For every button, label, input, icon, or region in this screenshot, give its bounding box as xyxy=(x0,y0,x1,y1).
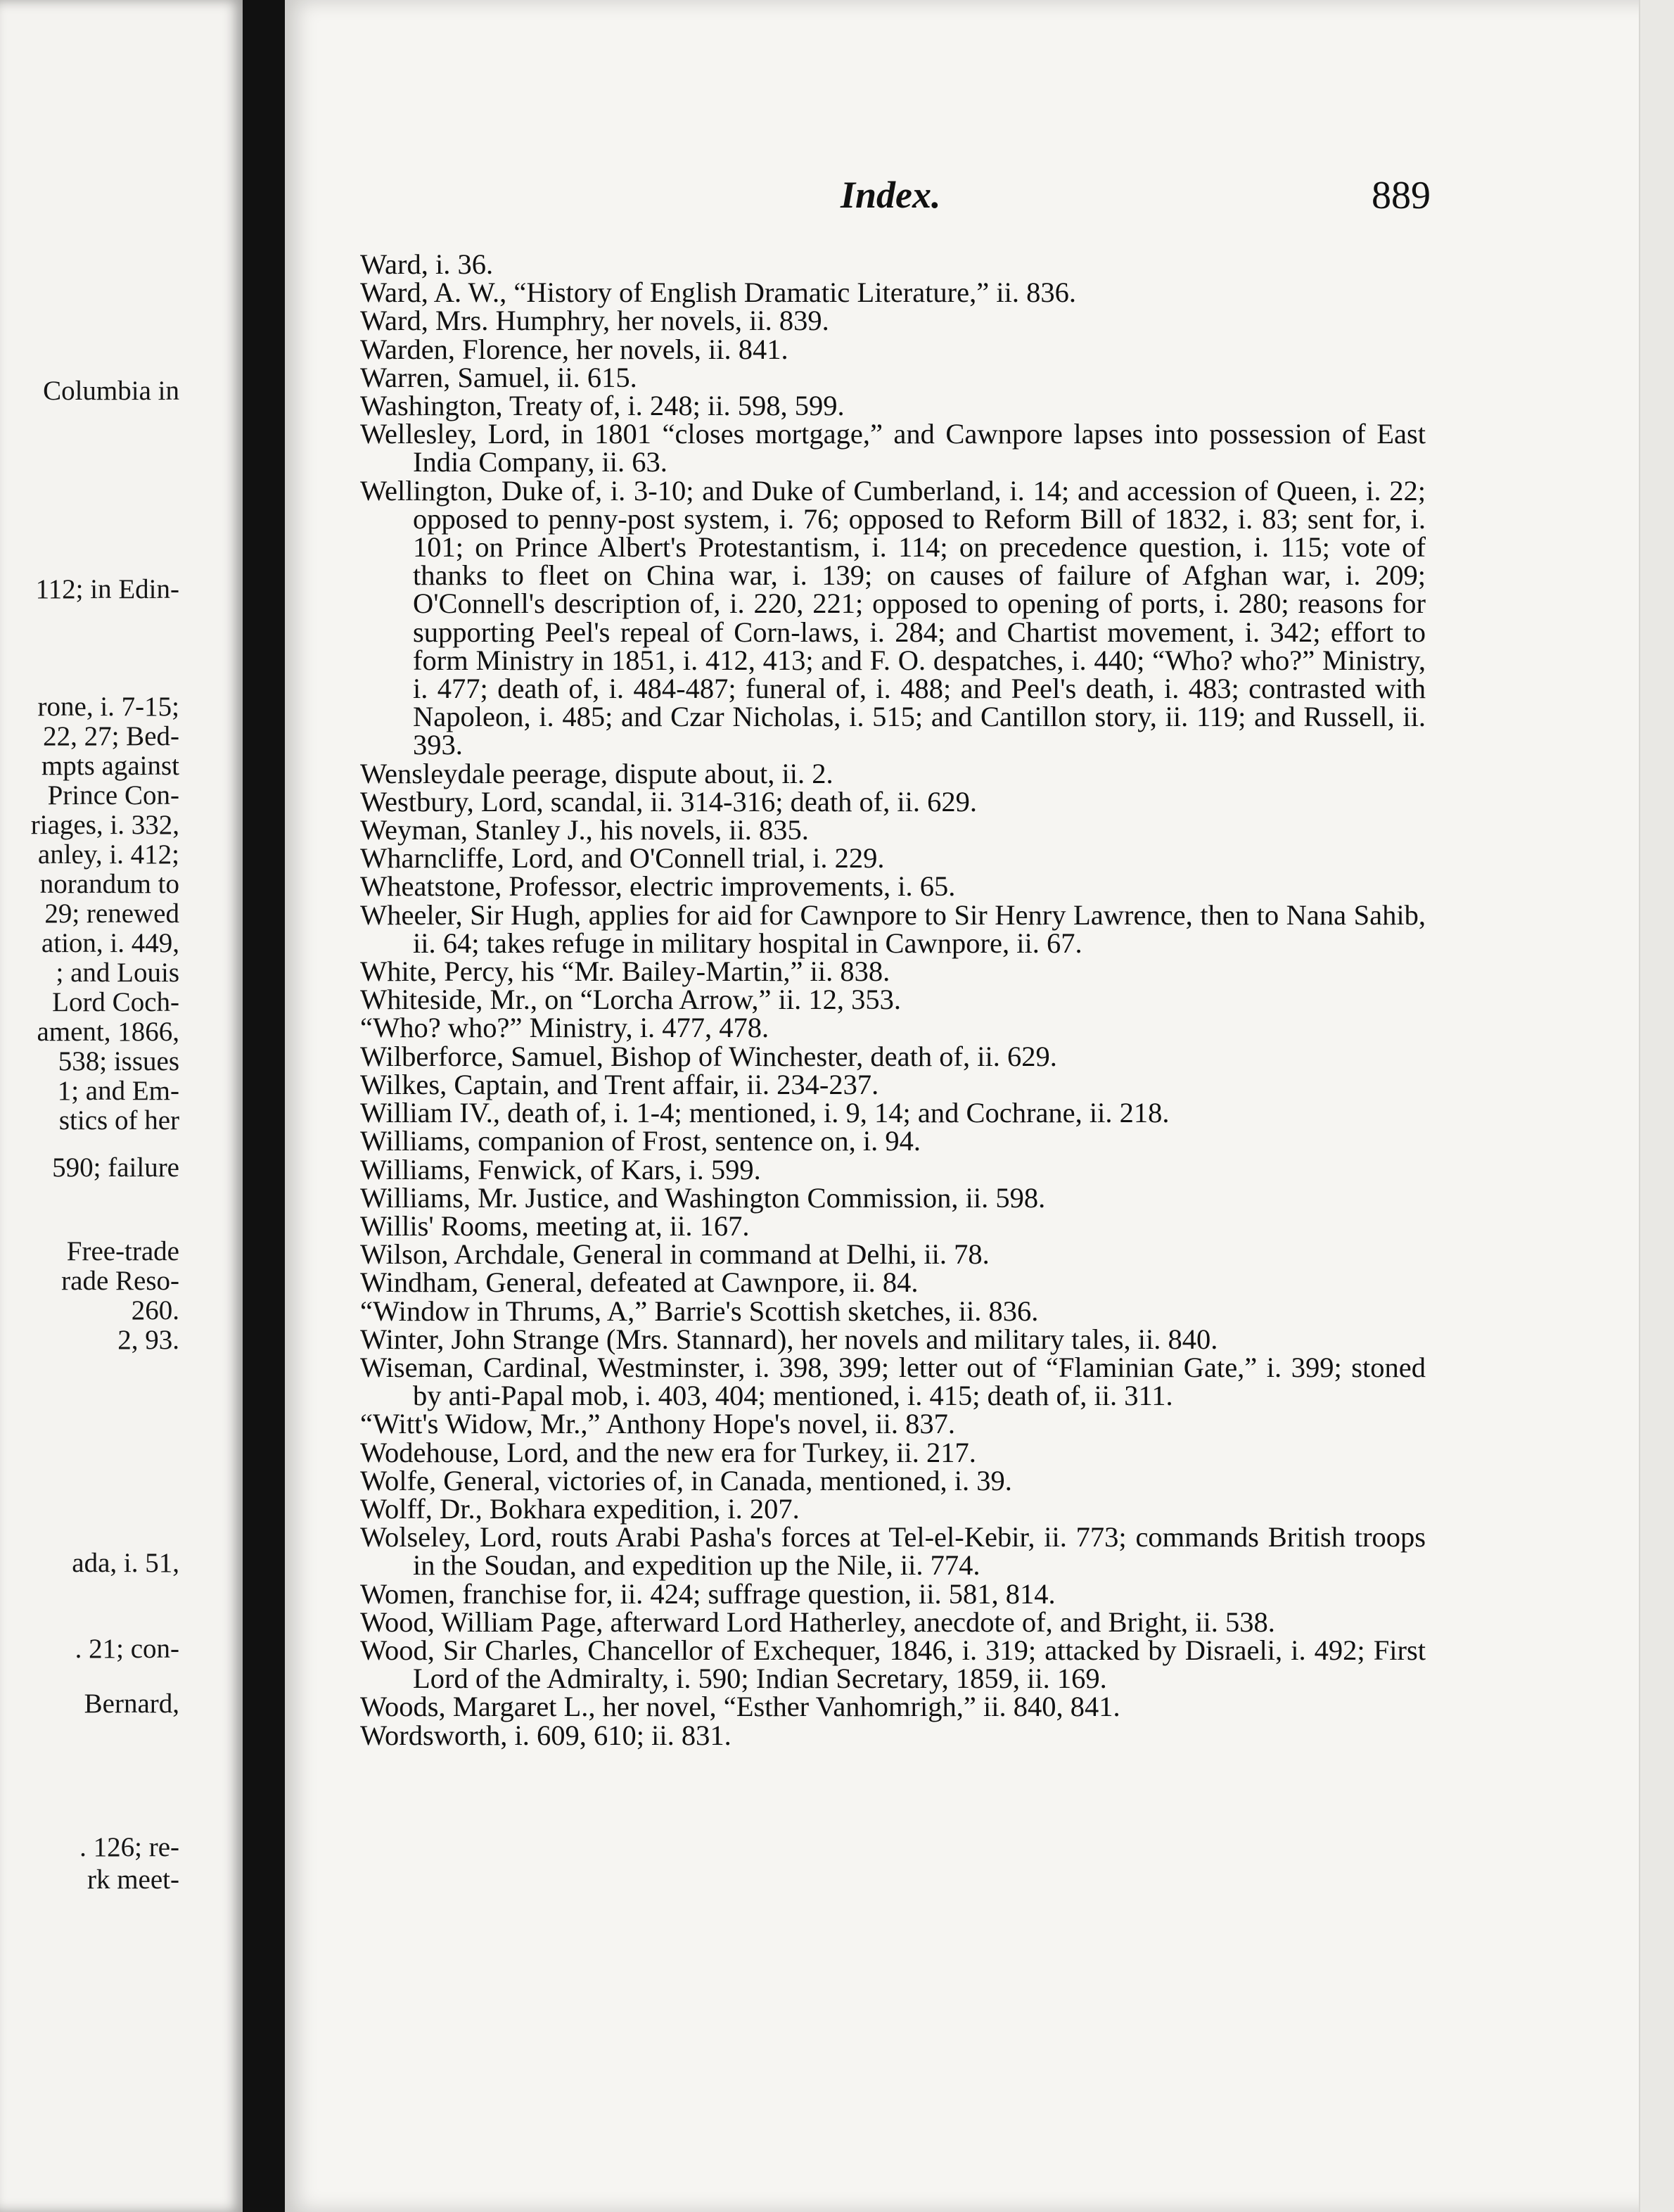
index-entry: Wensleydale peerage, dispute about, ii. 2. xyxy=(360,757,833,789)
left-page-fragment: 2, 93. xyxy=(117,1325,179,1355)
index-entry: Wolff, Dr., Bokhara expedition, i. 207. xyxy=(360,1492,800,1525)
index-entry: Wordsworth, i. 609, 610; ii. 831. xyxy=(360,1719,731,1751)
index-entry: Winter, John Strange (Mrs. Stannard), her novels and military tales, ii. 840. xyxy=(360,1323,1218,1355)
index-entry: Ward, A. W., “History of English Dramatic Literature,” ii. 836. xyxy=(360,276,1076,309)
left-page-fragment: 260. xyxy=(131,1295,179,1326)
left-page-fragment: Bernard, xyxy=(84,1689,179,1719)
index-entry: Wilson, Archdale, General in command at Delhi, ii. 78. xyxy=(360,1238,990,1271)
index-entry: Wood, William Page, afterward Lord Hatherley, anecdote of, and Bright, ii. 538. xyxy=(360,1606,1275,1638)
index-entry: Wolseley, Lord, routs Arabi Pasha's forces at Tel-el-Kebir, ii. 773; commands British troops in the Soudan, and expedition up the Nile, ii. 774. xyxy=(360,1521,1426,1582)
left-page-fragment: 22, 27; Bed- xyxy=(43,721,179,751)
index-entry: Washington, Treaty of, i. 248; ii. 598, 599. xyxy=(360,390,845,422)
index-entry: Warren, Samuel, ii. 615. xyxy=(360,361,637,393)
index-entry: Williams, Mr. Justice, and Washington Commission, ii. 598. xyxy=(360,1181,1046,1214)
left-page-fragment: rk meet- xyxy=(87,1864,179,1895)
left-page-fragment: stics of her xyxy=(58,1105,179,1136)
left-page-fragment: rade Reso- xyxy=(61,1266,179,1296)
index-entry: Wellington, Duke of, i. 3-10; and Duke of Cumberland, i. 14; and accession of Queen, i. 22; opposed to penny-post system, i. 76; opposed to Reform Bill of 1832, i. 83; sent for, i. 101; on Prince Albert's Protestantism, i. 114; on precedence question, i. 115; vote of thanks to fleet on China war, i. 139; on causes of failure of Afghan war, i. 209; O'Connell's description of, i. 220, 221; opposed to opening of ports, i. 280; reasons for supporting Peel's repeal of Corn-laws, i. 284; and Chartist movement, i. 342; effort to form Ministry in 1851, i. 412, 413; and F. O. despatches, i. 440; “Who? who?” Ministry, i. 477; death of, i. 484-487; funeral of, i. 488; and Peel's death, i. 483; contrasted with Napoleon, i. 485; and Czar Nicholas, i. 515; and Cantillon story, ii. 119; and Russell, ii. 393. xyxy=(360,474,1426,761)
index-entry: Wilberforce, Samuel, Bishop of Winchester, death of, ii. 629. xyxy=(360,1040,1057,1072)
index-entries xyxy=(360,250,1426,1750)
left-page-fragment: 112; in Edin- xyxy=(35,574,179,604)
index-entry: Wolfe, General, victories of, in Canada, mentioned, i. 39. xyxy=(360,1464,1012,1496)
page-edge xyxy=(1639,0,1674,2212)
left-page-fragment: . 126; re- xyxy=(79,1832,179,1862)
left-page-fragment: norandum to xyxy=(39,869,179,899)
index-entry: Westbury, Lord, scandal, ii. 314-316; death of, ii. 629. xyxy=(360,785,978,818)
index-entry: William IV., death of, i. 1-4; mentioned, i. 9, 14; and Cochrane, ii. 218. xyxy=(360,1097,1170,1129)
left-page-fragment: riages, i. 332, xyxy=(30,810,179,840)
index-entry: Windham, General, defeated at Cawnpore, ii. 84. xyxy=(360,1266,919,1299)
left-page-fragment: Columbia in xyxy=(43,376,179,406)
left-page-fragment: rone, i. 7-15; xyxy=(37,692,179,722)
left-page-fragment: ada, i. 51, xyxy=(72,1548,179,1578)
left-page-fragment: 29; renewed xyxy=(44,898,179,929)
index-entry: “Window in Thrums, A,” Barrie's Scottish sketches, ii. 836. xyxy=(360,1295,1039,1327)
index-entry: Ward, i. 36. xyxy=(360,248,494,280)
index-entry: Wellesley, Lord, in 1801 “closes mortgage,” and Cawnpore lapses into possession of East India Company, ii. 63. xyxy=(360,418,1426,478)
page-number: 889 xyxy=(1372,174,1431,217)
left-page-fragment: ament, 1866, xyxy=(37,1017,179,1047)
index-entry: Williams, companion of Frost, sentence on, i. 94. xyxy=(360,1125,921,1157)
index-entry: Wodehouse, Lord, and the new era for Turkey, ii. 217. xyxy=(360,1436,976,1468)
index-entry: Woods, Margaret L., her novel, “Esther Vanhomrigh,” ii. 840, 841. xyxy=(360,1691,1120,1723)
left-page-fragment: 538; issues xyxy=(58,1046,179,1076)
left-page-fragment: ; and Louis xyxy=(56,958,179,988)
left-page-fragment: ation, i. 449, xyxy=(41,928,179,958)
index-entry: “Who? who?” Ministry, i. 477, 478. xyxy=(360,1012,769,1044)
index-entry: Ward, Mrs. Humphry, her novels, ii. 839. xyxy=(360,305,829,337)
left-page-fragment: . 21; con- xyxy=(75,1634,179,1664)
index-entry: Wilkes, Captain, and Trent affair, ii. 234-237. xyxy=(360,1068,879,1100)
index-entry: Willis' Rooms, meeting at, ii. 167. xyxy=(360,1209,750,1242)
index-entry: White, Percy, his “Mr. Bailey-Martin,” ii. 838. xyxy=(360,955,890,988)
left-facing-page xyxy=(0,0,243,2212)
index-entry: Weyman, Stanley J., his novels, ii. 835. xyxy=(360,814,809,846)
book-gutter xyxy=(243,0,285,2212)
index-entry: Women, franchise for, ii. 424; suffrage question, ii. 581, 814. xyxy=(360,1577,1056,1610)
index-entry: Whiteside, Mr., on “Lorcha Arrow,” ii. 12, 353. xyxy=(360,984,901,1016)
index-entry: “Witt's Widow, Mr.,” Anthony Hope's novel, ii. 837. xyxy=(360,1408,956,1440)
index-entry: Wiseman, Cardinal, Westminster, i. 398, 399; letter out of “Flaminian Gate,” i. 399; stoned by anti-Papal mob, i. 403, 404; mentioned, i. 415; death of, ii. 311. xyxy=(360,1351,1426,1412)
index-entry: Wheeler, Sir Hugh, applies for aid for Cawnpore to Sir Henry Lawrence, then to Nana Sahib, ii. 64; takes refuge in military hospital in Cawnpore, ii. 67. xyxy=(360,898,1426,959)
index-entry: Warden, Florence, her novels, ii. 841. xyxy=(360,333,788,365)
left-page-fragment: Free-trade xyxy=(66,1236,179,1266)
left-page-fragment: Lord Coch- xyxy=(52,987,179,1017)
left-page-fragment: anley, i. 412; xyxy=(37,839,179,870)
running-head: Index. xyxy=(841,174,941,216)
index-entry: Wharncliffe, Lord, and O'Connell trial, i. 229. xyxy=(360,842,885,875)
index-entry: Wheatstone, Professor, electric improvements, i. 65. xyxy=(360,870,956,903)
index-entry: Wood, Sir Charles, Chancellor of Exchequer, 1846, i. 319; attacked by Disraeli, i. 492; First Lord of the Admiralty, i. 590; Indian Secretary, 1859, ii. 169. xyxy=(360,1634,1426,1695)
left-page-fragment: Prince Con- xyxy=(47,780,179,811)
left-page-fragment: 1; and Em- xyxy=(57,1076,179,1106)
left-page-fragment: mpts against xyxy=(41,751,179,781)
left-page-fragment: 590; failure xyxy=(52,1152,179,1183)
index-entry: Williams, Fenwick, of Kars, i. 599. xyxy=(360,1153,761,1186)
